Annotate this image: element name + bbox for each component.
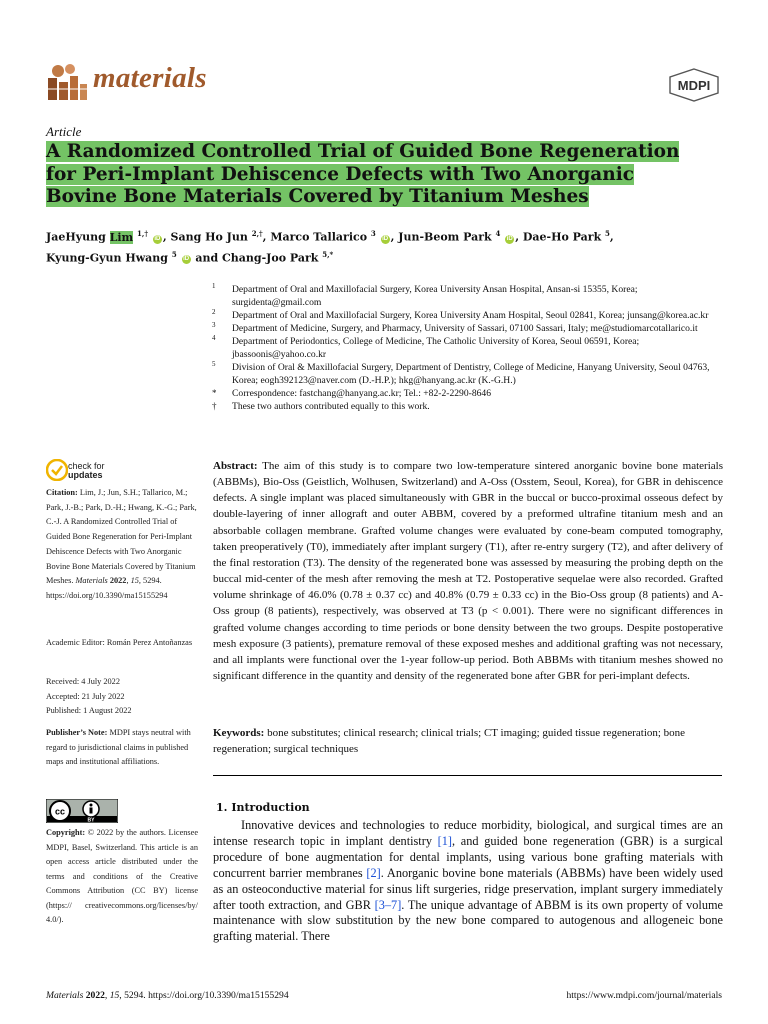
affiliation-text: Department of Medicine, Surgery, and Pharmacy, University of Sassari, 07100 Sassari, Italy; me@studiomarcotallarico.it: [232, 323, 698, 334]
publisher-note-label: Publisher’s Note:: [46, 728, 108, 737]
affiliation-text: Department of Oral and Maxillofacial Surgery, Korea University Anam Hospital, Seoul 02841, Korea; junsang@korea.ac.kr: [232, 310, 709, 321]
copyright-label: Copyright:: [46, 828, 86, 837]
citation-label: Citation:: [46, 488, 78, 497]
footer-doi[interactable]: , 5294. https://doi.org/10.3390/ma15155294: [119, 990, 289, 1001]
affiliation-item: [212, 335, 727, 361]
abstract-text: The aim of this study is to compare two low-temperature sintered anorganic bovine bone materials (ABBMs), Bio-Oss (Geistlich, Wolhusen, Switzerland) and A-Oss (Osstem, Seoul, Korea), for GBR in dehiscence defects. A single implant was placed simultaneously with GBR in the buccal or bucco-proximal osseous defect by double-layering of inner allograft and outer ABBM, covered by a preformed ultrafine titanium mesh and an absorbable collagen membrane. Grafted volume changes were evaluated by cone-beam computed tomography, taken preoperatively (T0), immediately after implant surgery (T1), after re-entry surgery (T2), and after delivery of the final restoration (T3). The density of the regenerated bone was assessed by measuring the probing depth on the buccal mid-center of the mesh after removing the mesh at T2. Postoperative sequelae were also recorded. Grafted volume shrinkage of 46.0% (0.78 ± 0.37 cc) and 40.8% (0.79 ± 0.33 cc) in the Bio-Oss group (8 patients) and A-Oss group (8 patients), respectively, was observed at T3 (p < 0.001). There were no significant differences in grafted volume changes according to time periods or bone density between the two groups. Despite postoperative mesh exposure (3 patients), premature removal of these exposed meshes and additional grafting was not necessary, and all implants were functional over the 1-year follow-up period. Both ABBMs with titanium meshes showed no significant difference in the quantity and density of the regenerated bone after GBR for peri-implant defects.: [213, 460, 723, 683]
journal-logo-icon: [46, 62, 88, 102]
title-line-2: for Peri-Implant Dehiscence Defects with Two Anorganic: [46, 163, 634, 185]
author-first: JaeHyung: [46, 230, 110, 244]
keywords: [213, 725, 723, 757]
mdpi-logo-icon: [668, 68, 720, 102]
accepted-date: Accepted: 21 July 2022: [46, 691, 125, 701]
orcid-icon[interactable]: iD: [183, 256, 190, 263]
citation-link[interactable]: [2]: [366, 865, 381, 880]
citation-pages: , 5294.: [138, 576, 162, 586]
equal-contribution-note: [212, 400, 727, 413]
author-name: , Marco Tallarico: [262, 230, 371, 244]
title-line-1: A Randomized Controlled Trial of Guided Bone Regeneration: [46, 141, 680, 162]
introduction-paragraph: [213, 818, 723, 945]
affiliation-text: Department of Oral and Maxillofacial Surgery, Korea University Ansan Hospital, Ansan-si 15355, Korea; surgidenta@gmail.com: [232, 284, 638, 308]
author-sup: 5: [171, 249, 177, 259]
affiliation-item: [212, 309, 727, 322]
intro-text: . Anorganic bovine bone materials (ABBMs) have been widely used as an osteoconductive material for sinus lift surgeries, ridge preservation, implant surgery immediately after tooth extraction, and GBR: [213, 865, 724, 912]
publisher-note-text: MDPI stays neutral with regard to jurisdictional claims in published maps and institutional affiliations.: [46, 728, 191, 767]
keywords-text: bone substitutes; clinical research; clinical trials; CT imaging; guided tissue regeneration; bone regeneration; surgical techniques: [213, 727, 686, 755]
author-name: , Jun-Beom Park: [390, 230, 496, 244]
paper-title: [46, 141, 716, 209]
published-date: Published: 1 August 2022: [46, 706, 132, 716]
affiliation-item: [212, 361, 727, 387]
author-sup: 2,†: [251, 229, 263, 238]
citation-journal: Materials: [75, 576, 108, 586]
correspondence: [212, 387, 727, 400]
affiliation-item: [212, 283, 727, 309]
check-line-2: updates: [68, 470, 103, 480]
author-sup: 4: [495, 229, 501, 238]
intro-text: Innovative devices and technologies to reduce morbidity, biological, and surgical times are an intense research topic in implant dentistry: [213, 818, 723, 848]
received-date: Received: 4 July 2022: [46, 677, 120, 686]
copyright-text: © 2022 by the authors. Licensee MDPI, Basel, Switzerland. This article is an open access article distributed under the terms and conditions of the Creative Commons Attribution (CC BY) license (https:// creativecommons.org/licenses/by/ 4.0/).: [46, 828, 199, 924]
citation-year: 2022: [109, 576, 127, 586]
affiliation-item: [212, 322, 727, 335]
author-name: Kyung-Gyun Hwang: [46, 251, 172, 265]
author-name: , Dae-Ho Park: [515, 230, 606, 244]
cc-text: cc: [54, 806, 66, 817]
abstract-label: Abstract:: [213, 460, 258, 472]
author-sup: 5,*: [322, 249, 334, 259]
affiliation-number: 5: [212, 360, 216, 368]
orcid-icon[interactable]: iD: [154, 235, 161, 242]
affiliation-number: 1: [212, 282, 216, 290]
title-line-3: Bovine Bone Materials Covered by Titanium Meshes: [46, 186, 589, 208]
publisher-note: [46, 726, 198, 770]
author-sup: 1,†: [137, 229, 149, 238]
affiliation-number: 2: [212, 308, 216, 316]
affiliation-text: Correspondence: fastchang@hanyang.ac.kr; Tel.: +82-2-2290-8646: [232, 388, 492, 399]
check-line-1: check for: [68, 461, 105, 471]
citation-doi-link[interactable]: https://doi.org/10.3390/ma15155294: [46, 590, 168, 600]
intro-text: , and guided bone regeneration (GBR) is a surgical procedure of bone augmentation for dental implants, using various bone grafting materials with concurrent barrier membranes: [213, 833, 723, 880]
abstract: [213, 458, 723, 684]
footer-year: 2022: [85, 990, 105, 1001]
copyright-block: [46, 826, 198, 928]
cc-by-text: BY: [87, 817, 95, 823]
article-type: Article: [46, 124, 82, 139]
keywords-label: Keywords:: [213, 727, 265, 739]
affiliation-number: 4: [212, 334, 216, 342]
check-for-updates-label[interactable]: [68, 462, 105, 480]
orcid-icon[interactable]: iD: [506, 235, 513, 242]
section-divider: [213, 775, 722, 776]
citation-text: Lim, J.; Jun, S.H.; Tallarico, M.; Park, J.-B.; Park, D.-H.; Hwang, K.-G.; Park, C.-J. A Randomized Controlled Trial of Guided Bone Regeneration for Peri-Implant Dehiscence Defects with Two Anorganic Bovine Bone Materials Covered by Titanium Meshes.: [46, 488, 197, 586]
cc-by-license-icon[interactable]: [46, 799, 118, 823]
footer-journal-url[interactable]: https://www.mdpi.com/journal/materials: [566, 990, 722, 1001]
author-name: and Chang-Joo Park: [191, 251, 323, 265]
dates-block: [46, 675, 198, 719]
check-for-updates-icon[interactable]: [46, 459, 68, 481]
author-name: , Sang Ho Jun: [162, 230, 252, 244]
section-heading: 1. Introduction: [216, 801, 310, 814]
intro-text: . The unique advantage of ABBM is its own property of volume maintenance with slow substitution by the new bone compared to autogenous and allogeneic bone grafting material. There: [213, 897, 723, 944]
affiliation-number: 3: [212, 321, 216, 329]
journal-name: materials: [93, 62, 207, 94]
author-sup: 3: [370, 229, 376, 238]
citation-volume: 15: [130, 576, 139, 586]
citation-link[interactable]: [1]: [437, 833, 453, 848]
author-sup: 5: [605, 229, 610, 238]
publisher-name: MDPI: [677, 78, 711, 93]
orcid-icon[interactable]: iD: [382, 235, 389, 242]
affiliation-text: Division of Oral & Maxillofacial Surgery, Department of Dentistry, College of Medicine, Hanyang University, Seoul 04763, Korea; eogh392123@naver.com (D.-H.P.); hkg@hanyang.ac.kr (K.-G.H.): [232, 362, 710, 386]
affiliation-text: These two authors contributed equally to this work.: [232, 401, 430, 412]
affiliation-number: *: [212, 388, 217, 398]
affiliation-text: Department of Periodontics, College of Medicine, The Catholic University of Korea, Seoul 06591, Korea; jbassoonis@yahoo.co.kr: [232, 336, 640, 360]
affiliation-number: †: [212, 401, 217, 411]
citation-block: Citation: Lim, J.; Jun, S.H.; Tallarico, M.; Park, J.-B.; Park, D.-H.; Hwang, K.-G.; Park, C.-J. A Randomized Controlled Trial of Guided Bone Regeneration for Peri-Implant Dehiscence Defects with Two Anorganic Bovine Bone Materials Covered by Titanium Meshes. Materials 2022, 15, 5294. https://doi.org/10.3390/ma15155294: [46, 488, 197, 600]
affiliations: [212, 283, 727, 413]
footer-volume: 15: [109, 990, 120, 1001]
citation-link[interactable]: [3–7]: [374, 897, 402, 912]
author-last-highlight: Lim: [109, 230, 134, 244]
author-sep: ,: [609, 230, 614, 244]
academic-editor: Academic Editor: Román Perez Antoñanzas: [46, 638, 193, 647]
author-list: [46, 225, 726, 266]
footer-journal: Materials: [46, 990, 84, 1001]
footer-citation: Materials 2022, 15, 5294. https://doi.org/10.3390/ma15155294: [46, 990, 289, 1001]
